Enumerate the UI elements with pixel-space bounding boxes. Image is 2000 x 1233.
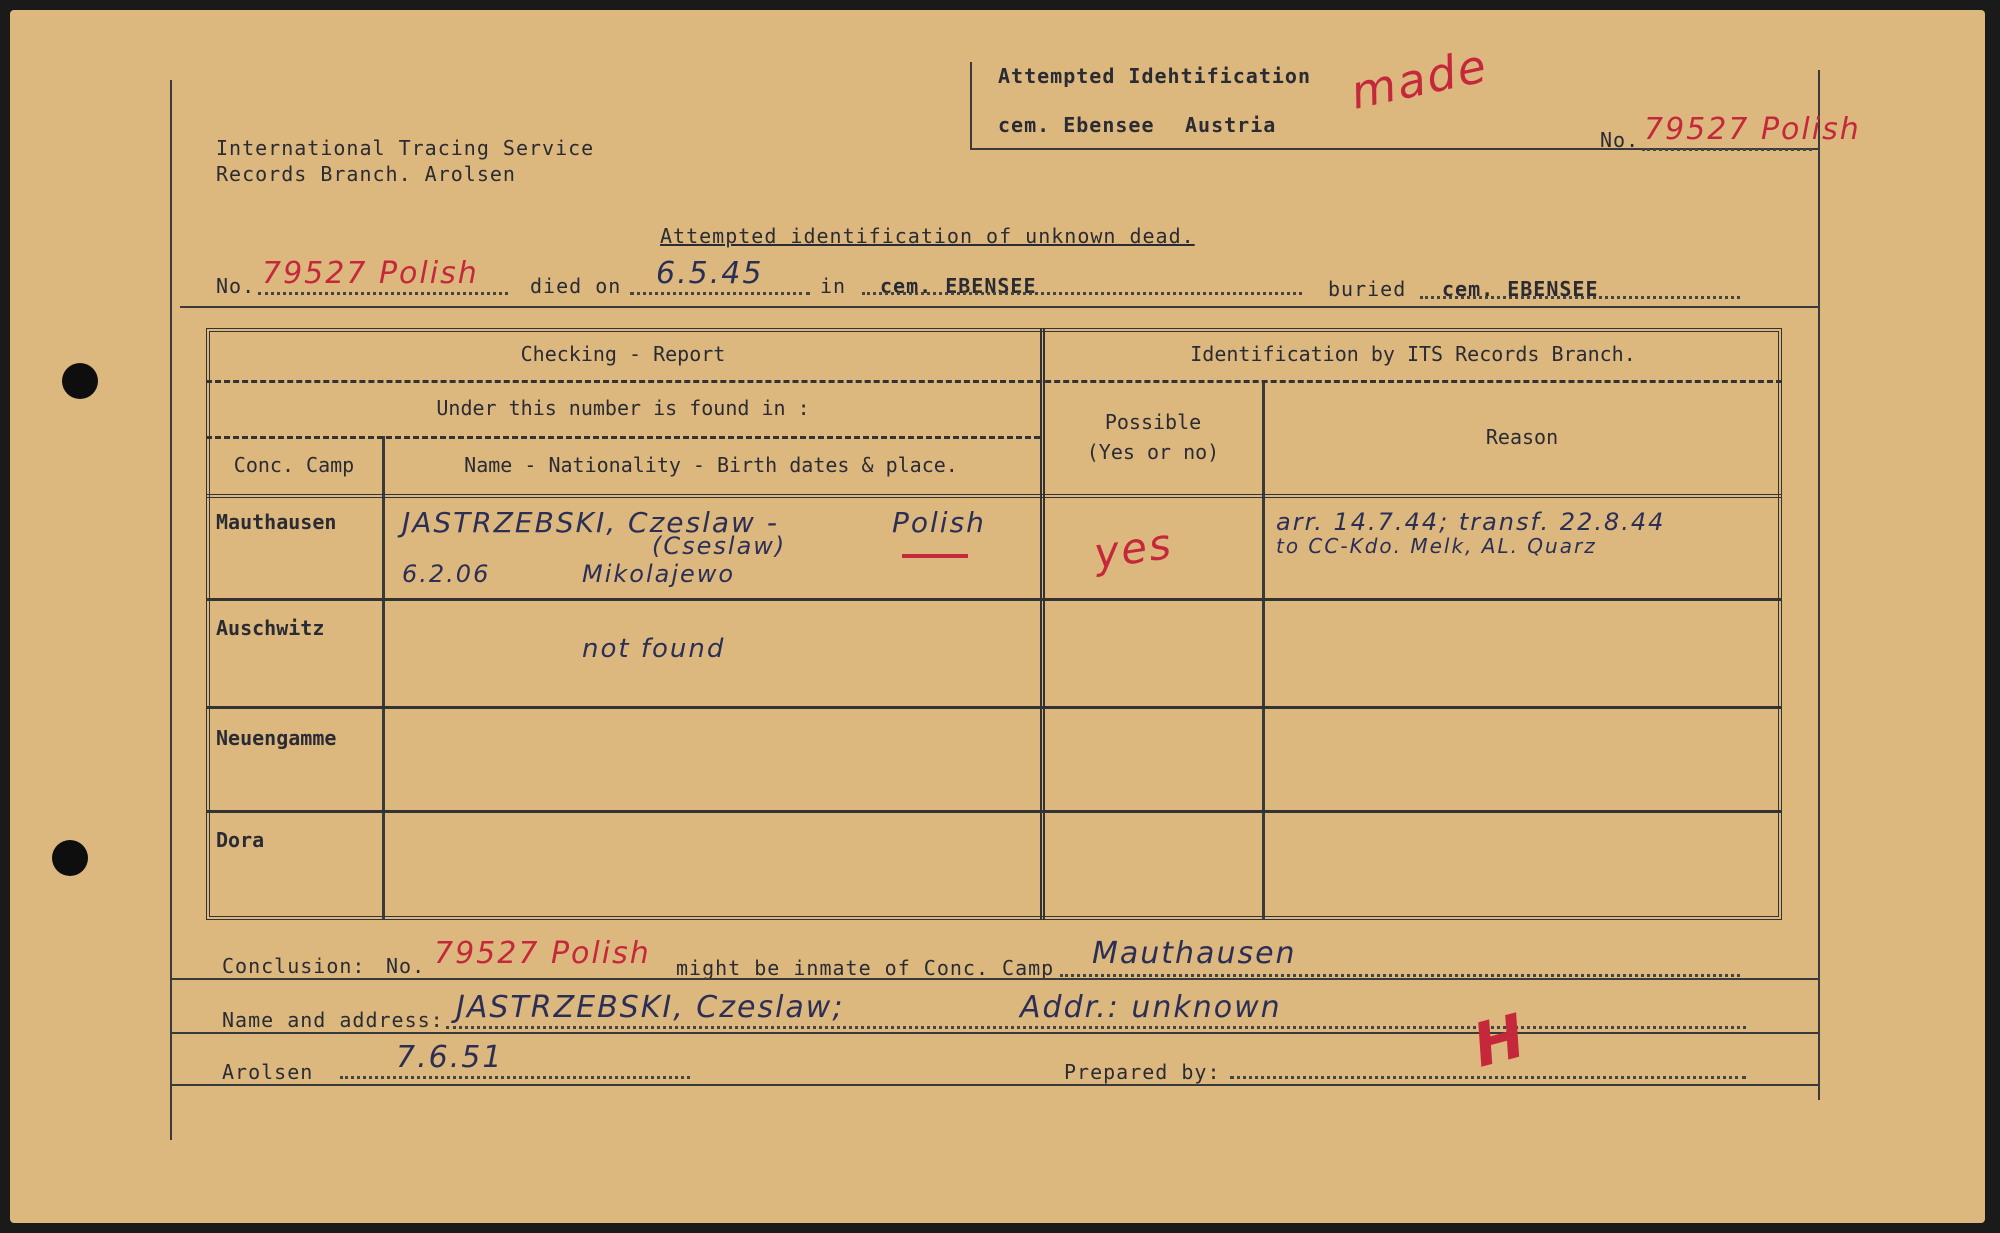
form-title: Attempted identification of unknown dead. [660, 224, 1195, 248]
conclusion-might-be: might be inmate of Conc. Camp [676, 956, 1055, 980]
conclusion-label: Conclusion: [222, 954, 366, 978]
record-card [10, 10, 1985, 1223]
entry-name: JASTRZEBSKI, Czeslaw - [402, 506, 779, 539]
buried-label: buried [1328, 277, 1407, 301]
conclusion-camp: Mauthausen [1092, 936, 1297, 971]
col-reason-header: Reason [1485, 425, 1559, 449]
box-location: cem. Ebensee [998, 113, 1155, 137]
in-label: in [820, 274, 847, 298]
name-value: JASTRZEBSKI, Czeslaw; [456, 990, 845, 1025]
nationality-underline [902, 554, 968, 558]
identification-table [206, 328, 1782, 920]
reason-line-1: arr. 14.7.44; transf. 22.8.44 [1276, 508, 1666, 536]
card-right-rule [1818, 70, 1820, 1100]
conclusion-rule-3 [170, 1084, 1818, 1086]
header-box-left [970, 62, 972, 150]
auschwitz-not-found: not found [582, 634, 726, 664]
in-value: cem. EBENSEE [880, 274, 1037, 298]
org-line-2: Records Branch. Arolsen [216, 162, 516, 186]
row-camp-auschwitz: Auschwitz [216, 616, 325, 640]
possible-yes: yes [1090, 518, 1176, 579]
punch-hole-top [62, 363, 98, 399]
header-no-dots [1642, 148, 1812, 151]
form-no-dots [258, 292, 508, 295]
header-no-value: 79527 Polish [1644, 112, 1861, 147]
conclusion-no-label: No. [386, 954, 426, 978]
title-rule [180, 306, 1820, 308]
header-no-label: No. [1600, 128, 1640, 152]
preparer-initials: H [1465, 1000, 1535, 1082]
name-address-dots [446, 1026, 1746, 1029]
box-country: Austria [1185, 113, 1277, 137]
died-value: 6.5.45 [656, 256, 764, 291]
box-title: Attempted Idehtification [998, 64, 1311, 88]
buried-value: cem. EBENSEE [1442, 277, 1599, 301]
date-dots [340, 1076, 690, 1079]
conclusion-camp-dots [1060, 974, 1740, 977]
col-possible-header [1044, 380, 1262, 494]
punch-hole-bottom [52, 840, 88, 876]
checking-report-header: Checking - Report [520, 342, 726, 366]
in-dots [862, 292, 1302, 295]
col-camp-header: Conc. Camp [233, 453, 355, 477]
conclusion-no-value: 79527 Polish [434, 936, 651, 971]
form-no-value: 79527 Polish [262, 256, 479, 291]
died-dots [630, 292, 810, 295]
org-line-1: International Tracing Service [216, 136, 595, 160]
conclusion-rule-2 [170, 1032, 1818, 1034]
prepared-label: Prepared by: [1064, 1060, 1221, 1084]
name-address-label: Name and address: [222, 1008, 444, 1032]
row-camp-dora: Dora [216, 828, 265, 852]
col-name-header: Name - Nationality - Birth dates & place. [464, 453, 958, 477]
entry-birth-place: Mikolajewo [582, 560, 736, 588]
date-value: 7.6.51 [396, 1040, 504, 1075]
made-stamp: made [1345, 38, 1493, 120]
row-camp-mauthausen: Mauthausen [216, 510, 337, 534]
card-left-rule [170, 80, 172, 1140]
entry-birth-date: 6.2.06 [402, 560, 491, 588]
col-possible-line2: (Yes or no) [1086, 440, 1220, 464]
col-possible-line1: Possible [1104, 410, 1202, 434]
found-in-label: Under this number is found in : [436, 396, 810, 420]
died-label: died on [530, 274, 622, 298]
conclusion-rule-1 [170, 978, 1818, 980]
reason-line-2: to CC-Kdo. Melk, AL. Quarz [1276, 534, 1597, 558]
row-camp-neuengamme: Neuengamme [216, 726, 337, 750]
place-label: Arolsen [222, 1060, 314, 1084]
form-no-label: No. [216, 274, 256, 298]
entry-nationality: Polish [892, 506, 986, 539]
address-value: Addr.: unknown [1020, 990, 1282, 1025]
entry-alt-name: (Cseslaw) [652, 532, 787, 560]
buried-dots [1420, 296, 1740, 299]
identification-header: Identification by ITS Records Branch. [1190, 342, 1636, 366]
